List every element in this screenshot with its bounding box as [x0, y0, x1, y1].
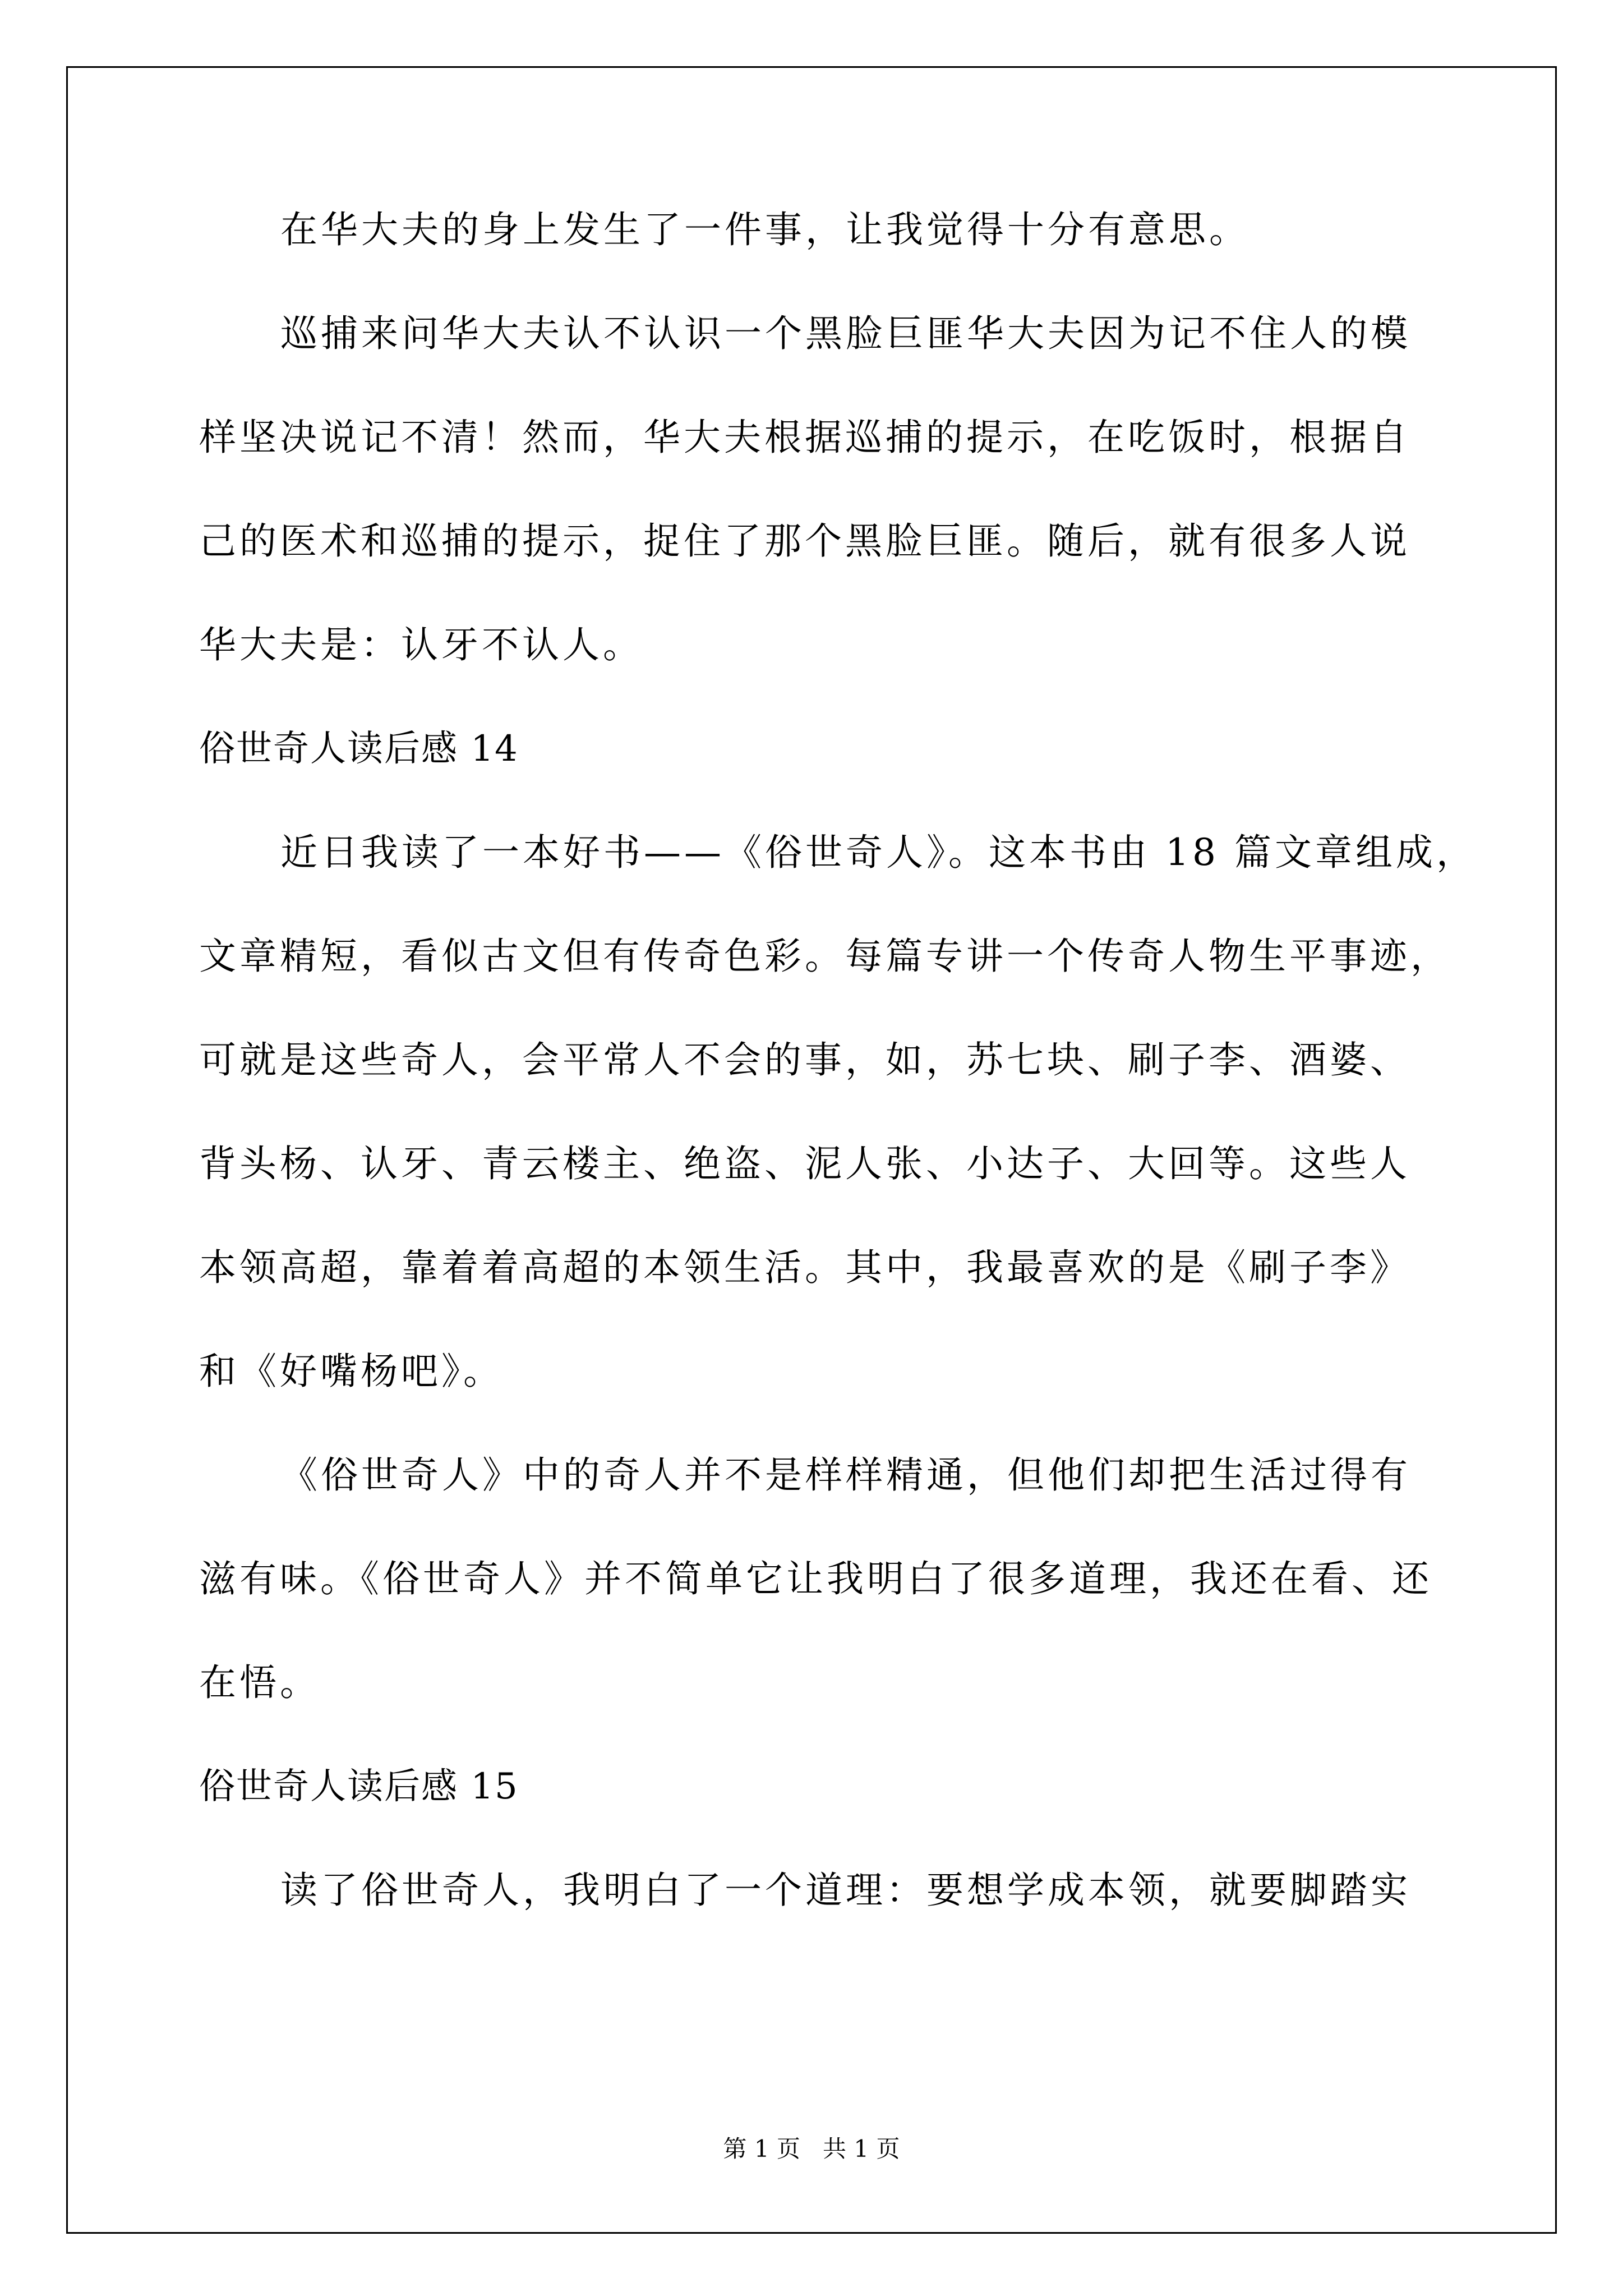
paragraph-line: 和《好嘴杨吧》。 [199, 1350, 504, 1393]
section-heading: 俗世奇人读后感 14 [199, 728, 519, 770]
paragraph-line: 读了俗世奇人，我明白了一个道理：要想学成本领，就要脚踏实 [280, 1869, 1411, 1912]
paragraph-line: 文章精短，看似古文但有传奇色彩。每篇专讲一个传奇人物生平事迹， [199, 935, 1451, 978]
paragraph-line: 背头杨、认牙、青云楼主、绝盗、泥人张、小达子、大回等。这些人 [199, 1142, 1410, 1185]
paragraph-line: 在悟。 [199, 1661, 320, 1704]
page-footer: 第 1 页 共 1 页 [723, 2135, 900, 2162]
paragraph-line: 巡捕来问华大夫认不认识一个黑脸巨匪华大夫因为记不住人的模 [280, 312, 1411, 355]
paragraph-line: 己的医术和巡捕的提示，捉住了那个黑脸巨匪。随后，就有很多人说 [199, 519, 1410, 563]
section-heading: 俗世奇人读后感 15 [199, 1766, 519, 1807]
paragraph-line: 在华大夫的身上发生了一件事，让我觉得十分有意思。 [280, 208, 1249, 251]
paragraph-line: 可就是这些奇人，会平常人不会的事，如，苏七块、刷子李、酒婆、 [199, 1038, 1410, 1082]
paragraph-line: 本领高超，靠着着高超的本领生活。其中，我最喜欢的是《刷子李》 [199, 1246, 1410, 1289]
paragraph-line: 滋有味。《俗世奇人》并不简单它让我明白了很多道理，我还在看、还 [199, 1557, 1432, 1600]
paragraph-line: 《俗世奇人》中的奇人并不是样样精通，但他们却把生活过得有 [280, 1453, 1411, 1497]
paragraph-line: 样坚决说记不清！然而，华大夫根据巡捕的提示，在吃饭时，根据自 [199, 416, 1410, 459]
paragraph-line: 华大夫是：认牙不认人。 [199, 623, 643, 666]
paragraph-line: 近日我读了一本好书——《俗世奇人》。这本书由 18 篇文章组成， [280, 831, 1477, 874]
